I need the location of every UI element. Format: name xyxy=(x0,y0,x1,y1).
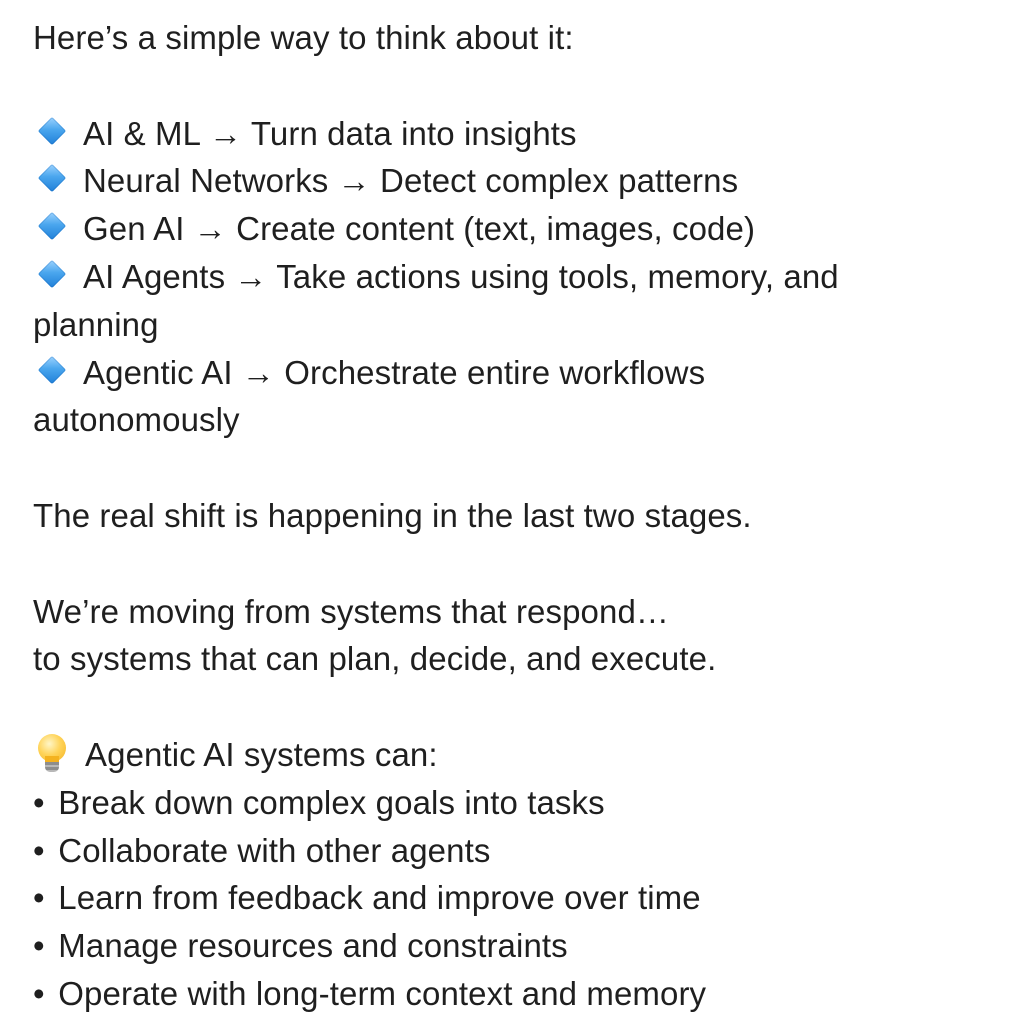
stage-item xyxy=(33,205,983,253)
stage-item xyxy=(33,157,983,205)
spacer xyxy=(33,683,983,731)
stage-item xyxy=(33,349,983,397)
list-item-text: Break down complex goals into tasks xyxy=(58,783,605,821)
stage-item xyxy=(33,253,983,301)
list-item-text: Operate with long-term context and memory xyxy=(58,974,707,1012)
small-blue-diamond-icon xyxy=(38,212,66,240)
light-bulb-icon xyxy=(35,734,69,774)
list-item-text: Collaborate with other agents xyxy=(58,831,491,869)
moving-line-1: We’re moving from systems that respond… xyxy=(33,592,670,630)
bullet-icon: • xyxy=(33,783,45,821)
list-item-text: Learn from feedback and improve over time xyxy=(58,879,701,917)
bullet-icon: • xyxy=(33,927,45,965)
stage-text: AI & ML → Turn data into insights xyxy=(83,114,577,152)
list-item xyxy=(33,970,983,1018)
post-text xyxy=(33,14,983,1018)
small-blue-diamond-icon xyxy=(38,355,66,383)
small-blue-diamond-icon xyxy=(38,164,66,192)
moving-line-2: to systems that can plan, decide, and execute. xyxy=(33,640,717,678)
stages-list xyxy=(33,110,983,445)
stage-text: Gen AI → Create content (text, images, code) xyxy=(83,210,756,248)
stage-text: AI Agents → Take actions using tools, memory, and xyxy=(83,257,839,295)
stage-item xyxy=(33,110,983,158)
list-item xyxy=(33,874,983,922)
list-item xyxy=(33,922,983,970)
spacer xyxy=(33,444,983,492)
capabilities-heading-text: Agentic AI systems can: xyxy=(85,735,438,773)
spacer xyxy=(33,540,983,588)
stage-text: Agentic AI → Orchestrate entire workflows xyxy=(83,353,706,391)
list-item-text: Manage resources and constraints xyxy=(58,927,568,965)
capabilities-list xyxy=(33,779,983,1018)
list-item xyxy=(33,779,983,827)
small-blue-diamond-icon xyxy=(38,260,66,288)
stage-text-continued: autonomously xyxy=(33,401,240,439)
bullet-icon: • xyxy=(33,831,45,869)
list-item xyxy=(33,827,983,875)
bullet-icon: • xyxy=(33,879,45,917)
intro-line: Here’s a simple way to think about it: xyxy=(33,19,574,56)
shift-line: The real shift is happening in the last two stages. xyxy=(33,496,752,534)
stage-text-continued: planning xyxy=(33,305,159,343)
small-blue-diamond-icon xyxy=(38,116,66,144)
capabilities-heading xyxy=(33,731,983,779)
spacer xyxy=(33,62,983,110)
bullet-icon: • xyxy=(33,974,45,1012)
stage-text: Neural Networks → Detect complex patterns xyxy=(83,162,739,200)
